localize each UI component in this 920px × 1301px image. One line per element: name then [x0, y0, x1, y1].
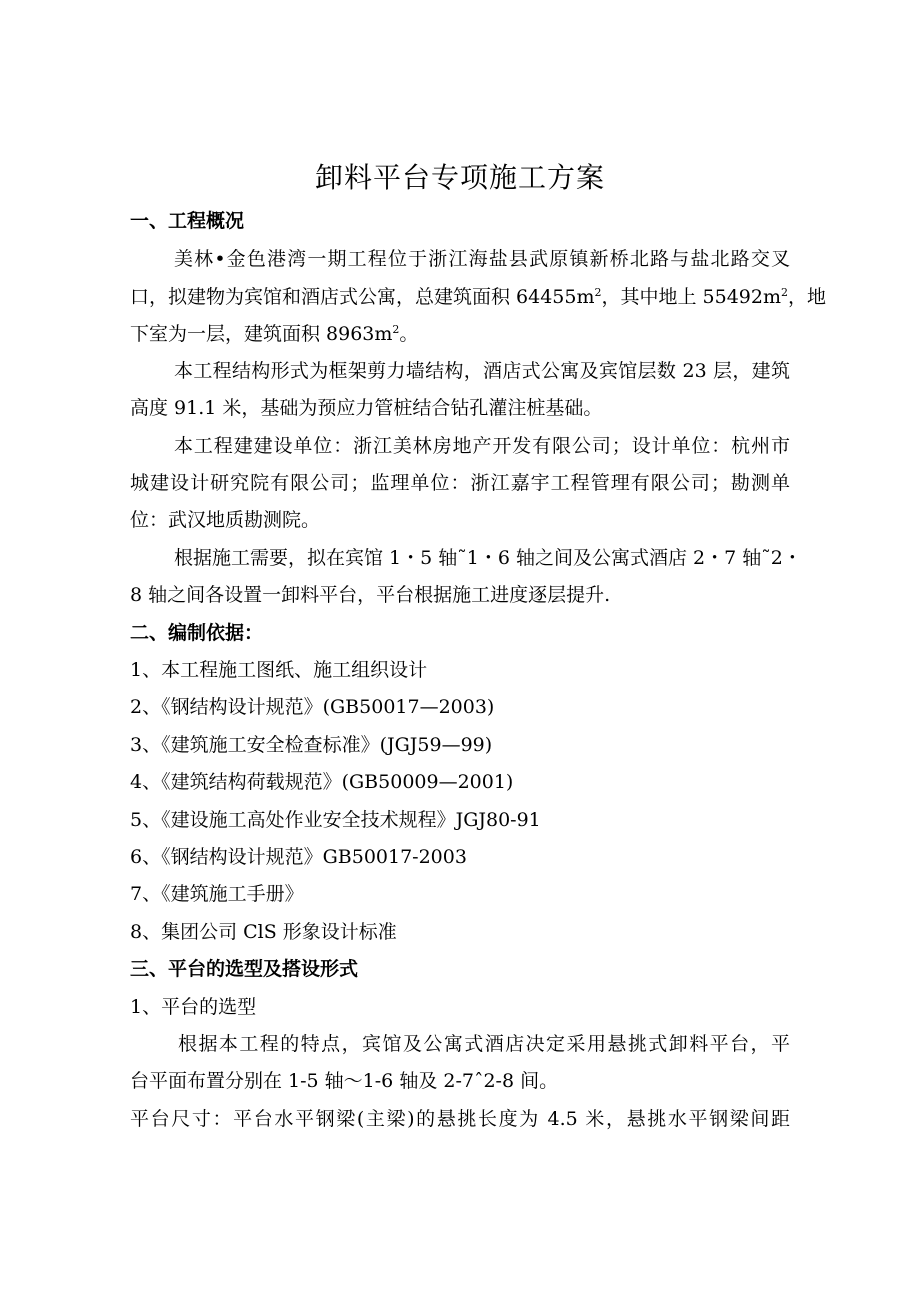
- paragraph-line: 位：武汉地质勘测院。: [130, 509, 321, 531]
- paragraph-line: [130, 320, 790, 348]
- list-item: 6、《钢结构设计规范》GB50017-2003: [130, 846, 467, 868]
- paragraph-line: 本工程建建设单位：浙江美林房地产开发有限公司；设计单位：杭州市: [174, 435, 790, 457]
- paragraph-line: 城建设计研究院有限公司；监理单位：浙江嘉宇工程管理有限公司；勘测单: [130, 472, 790, 494]
- superscript: 2: [392, 323, 400, 336]
- superscript: 2: [781, 286, 788, 299]
- list-item: 8、集团公司 ClS 形象设计标准: [130, 921, 397, 943]
- list-item: 4、《建筑结构荷载规范》(GB50009—2001): [130, 771, 514, 793]
- superscript: 2: [594, 286, 602, 299]
- paragraph-line: 台平面布置分别在 1-5 轴～1-6 轴及 2-7ˆ2-8 间。: [130, 1070, 559, 1092]
- section-heading-basis: 二、编制依据：: [130, 622, 264, 644]
- text-run: ，其中地上 55492m: [601, 286, 781, 308]
- paragraph-line: 本工程结构形式为框架剪力墙结构，酒店式公寓及宾馆层数 23 层，建筑: [174, 360, 790, 382]
- text-run: 下室为一层，建筑面积 8963m: [130, 323, 393, 345]
- subsection-heading: 1、平台的选型: [130, 996, 257, 1018]
- section-heading-overview: 一、工程概况: [130, 210, 245, 232]
- list-item: 1、本工程施工图纸、施工组织设计: [130, 659, 428, 681]
- text-run: 口，拟建物为宾馆和酒店式公寓，总建筑面积 64455m: [130, 286, 595, 308]
- list-item: 5、《建设施工高处作业安全技术规程》JGJ80-91: [130, 809, 541, 831]
- list-item: 3、《建筑施工安全检查标准》(JGJ59—99): [130, 734, 493, 756]
- paragraph-line: 8 轴之间各设置一卸料平台，平台根据施工进度逐层提升.: [130, 584, 611, 606]
- paragraph-line: 根据施工需要，拟在宾馆 1・5 轴˜1・6 轴之间及公寓式酒店 2・7 轴˜2・: [174, 547, 802, 569]
- paragraph-line: [130, 283, 827, 311]
- paragraph-line: 美林•金色港湾一期工程位于浙江海盐县武原镇新桥北路与盐北路交叉: [174, 248, 790, 270]
- list-item: 2、《钢结构设计规范》(GB50017—2003): [130, 696, 495, 718]
- section-heading-platform: 三、平台的选型及搭设形式: [130, 958, 359, 980]
- paragraph-line: 平台尺寸：平台水平钢梁(主梁)的悬挑长度为 4.5 米，悬挑水平钢梁间距: [130, 1108, 790, 1130]
- paragraph-line: 根据本工程的特点，宾馆及公寓式酒店决定采用悬挑式卸料平台，平: [178, 1033, 790, 1055]
- text-run: 。: [399, 323, 419, 345]
- paragraph-line: 高度 91.1 米，基础为预应力管桩结合钻孔灌注桩基础。: [130, 397, 603, 419]
- text-run: ，地: [788, 286, 827, 308]
- page-title: 卸料平台专项施工方案: [314, 161, 605, 194]
- list-item: 7、《建筑施工手册》: [130, 883, 304, 905]
